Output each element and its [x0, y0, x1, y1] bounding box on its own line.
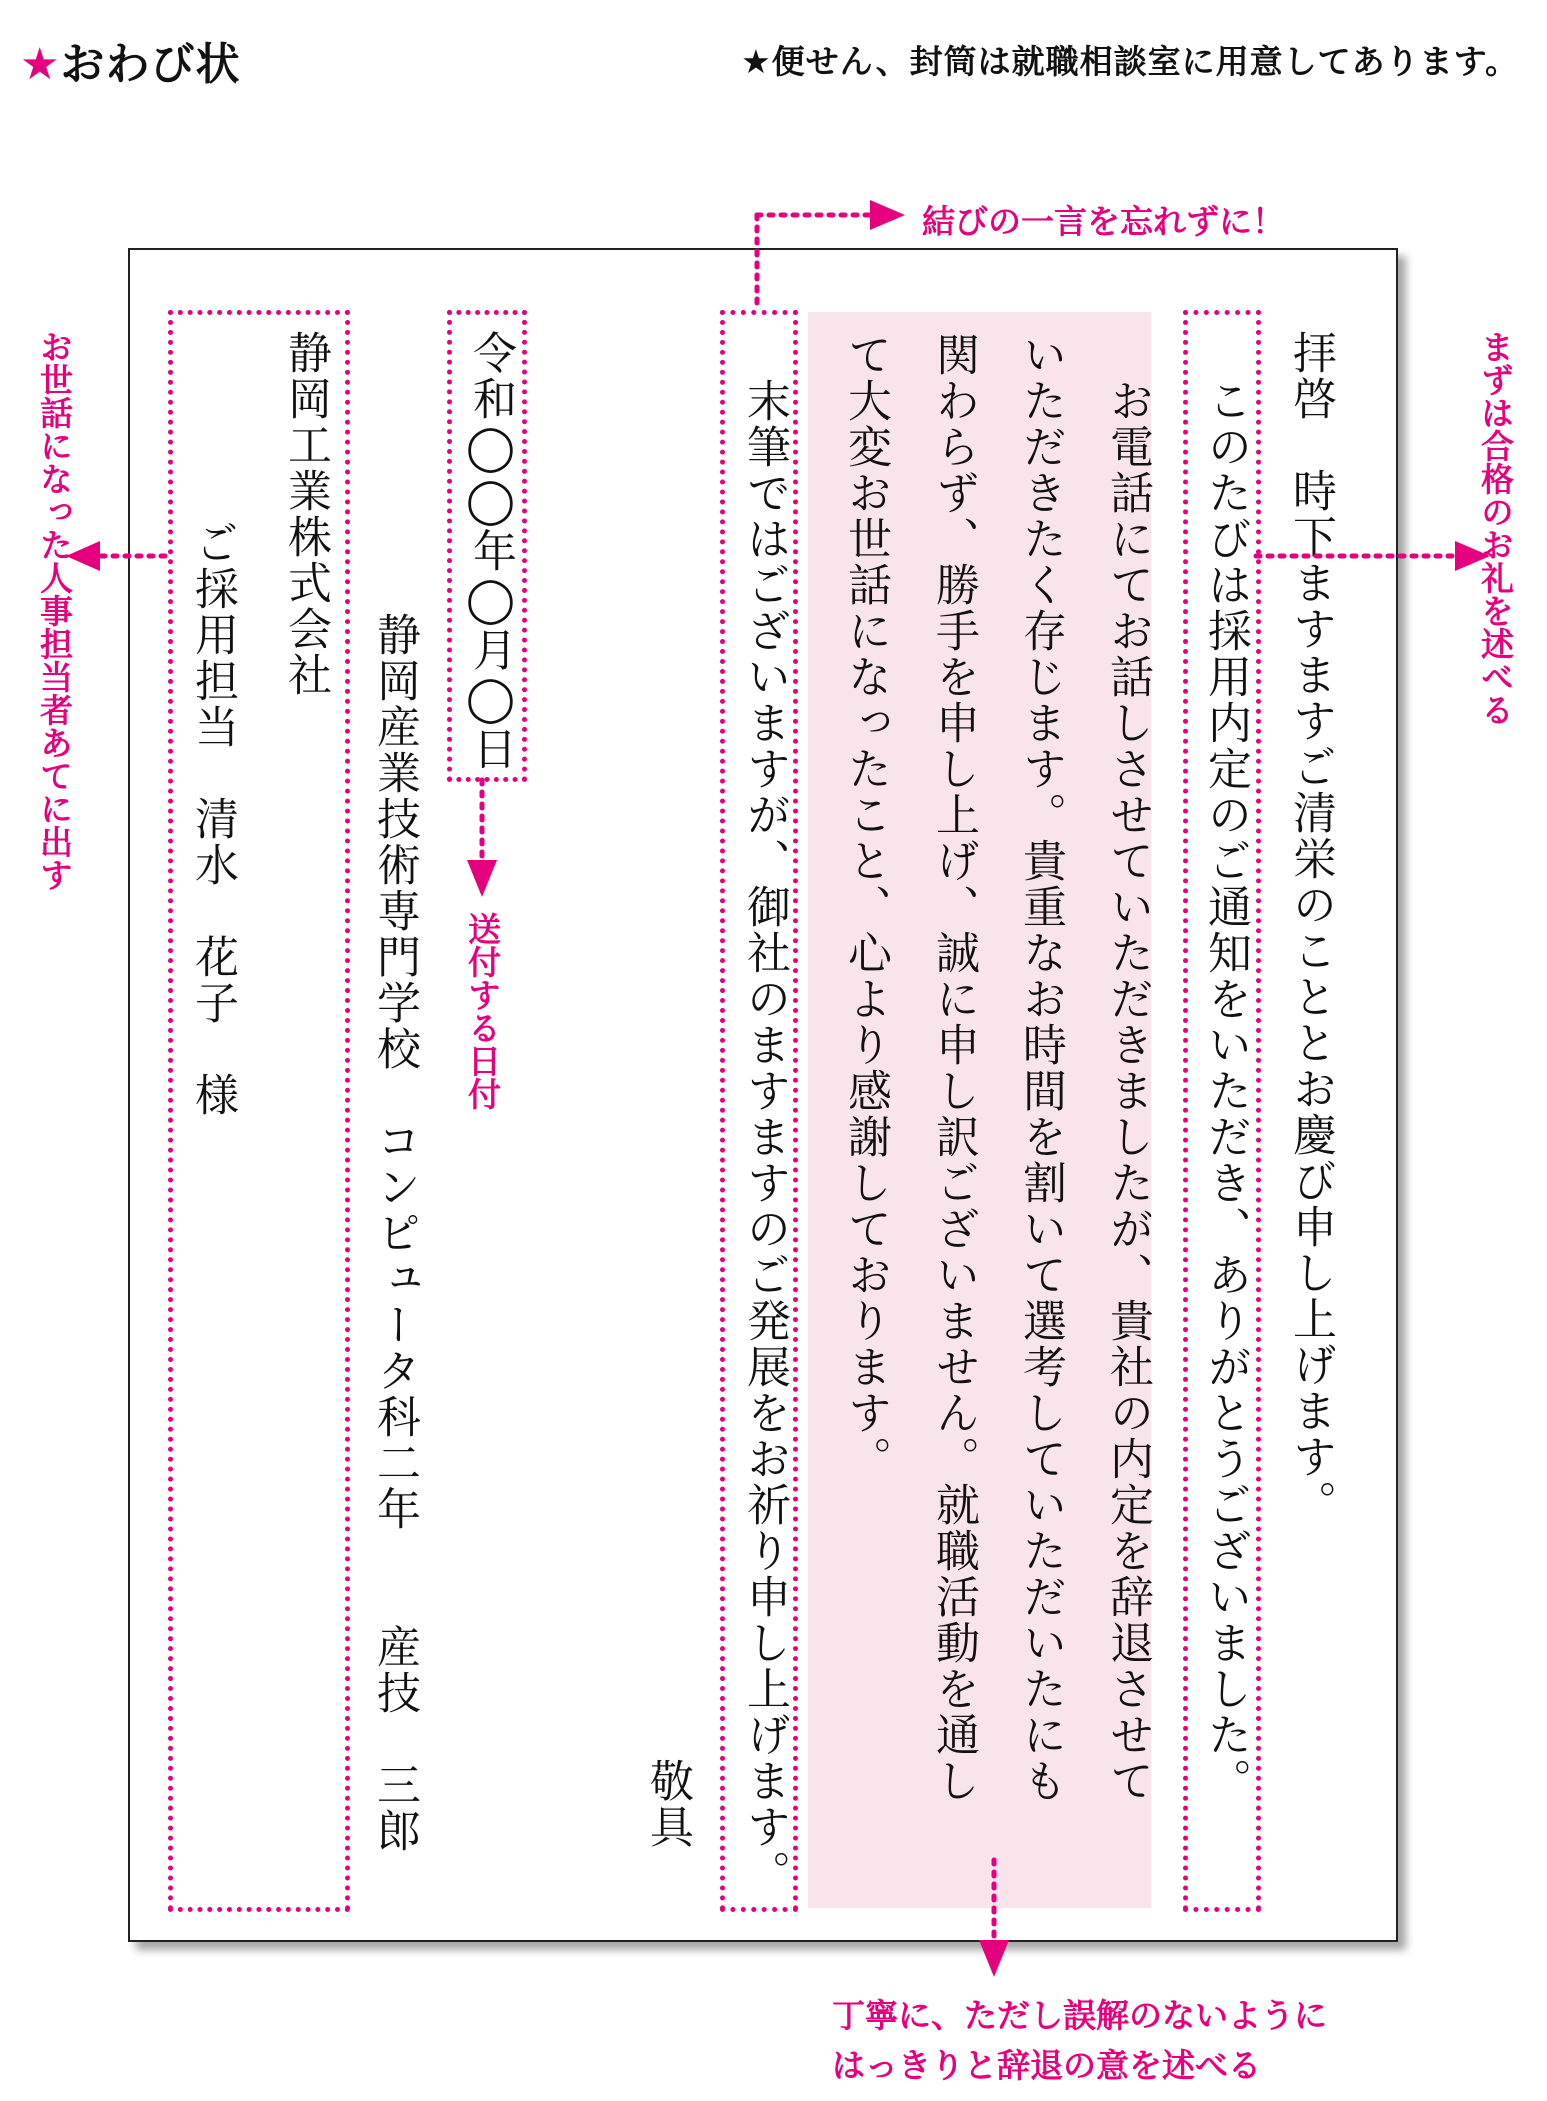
letter-closing-line: 末筆ではございますが、御社のますますのご発展をお祈り申し上げます。: [739, 378, 790, 1896]
letter-sender: 静岡産業技術専門学校 コンピュータ科二年 産技 三郎: [369, 612, 420, 1854]
arrow-down-icon: [979, 1940, 1009, 1977]
letter-body-line: て大変お世話になったこと、心より感謝しております。: [840, 332, 891, 1482]
annotation-closing-word: 結びの一言を忘れずに！: [922, 202, 1285, 241]
letter-date: 令和◯◯年◯月◯日: [465, 330, 516, 772]
letter-body-line: いただきたく存じます。貴重なお時間を割いて選考していただいたにも: [1015, 332, 1066, 1804]
letter-body-line: 関わらず、勝手を申し上げ、誠に申し訳ございません。就職活動を通し: [928, 332, 979, 1804]
letter-opening: 拝啓 時下ますますご清栄のこととお慶び申し上げます。: [1285, 330, 1336, 1526]
annotation-refusal-line: 丁寧に、ただし誤解のないように: [832, 1996, 1327, 2035]
arrow-right-icon: [870, 200, 905, 230]
stationery-note: ★便せん、封筒は就職相談室に用意してあります。: [741, 42, 1519, 81]
annotation-address: お世話になった人事担当者あてに出す: [35, 330, 74, 891]
letter-body-line: お電話にてお話しさせていただきましたが、貴社の内定を辞退させて: [1102, 378, 1153, 1804]
star-icon: ★: [20, 39, 61, 90]
annotation-thanks-first: まずは合格のお礼を述べる: [1476, 330, 1515, 726]
letter-company: 静岡工業株式会社: [280, 330, 331, 698]
page-title-text: おわび状: [60, 39, 241, 90]
annotation-date: 送付する日付: [463, 912, 502, 1110]
letter-recipient: ご採用担当 清水 花子 様: [187, 520, 238, 1118]
arrow-down-icon: [467, 860, 497, 897]
annotation-refusal-line: はっきりと辞退の意を述べる: [832, 2046, 1261, 2085]
letter-keigu: 敬具: [642, 1758, 693, 1850]
letter-thanks: このたびは採用内定のご通知をいただき、ありがとうございました。: [1200, 378, 1251, 1804]
